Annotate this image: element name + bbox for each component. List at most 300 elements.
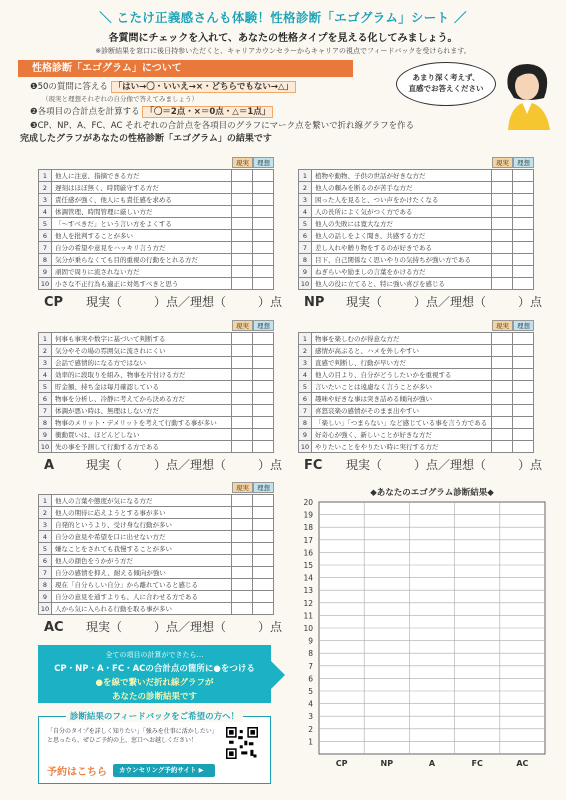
question-table bbox=[38, 332, 274, 453]
ideal-checkbox[interactable] bbox=[253, 170, 274, 182]
question-text: 現在「自分らしい自分」から離れていると感じる bbox=[52, 579, 232, 591]
question-text: 何事も事実や数字に基づいて判断する bbox=[52, 333, 232, 345]
real-checkbox[interactable] bbox=[492, 393, 513, 405]
real-checkbox[interactable] bbox=[232, 194, 253, 206]
question-number: 4 bbox=[299, 369, 312, 381]
chart-title: ◆あなたのエゴグラム診断結果◆ bbox=[370, 488, 494, 498]
y-tick-label: 16 bbox=[303, 548, 313, 558]
speech-bubble: あまり深く考えず、 直感でお答えください bbox=[396, 62, 496, 106]
y-tick-label: 9 bbox=[308, 636, 313, 646]
y-tick-label: 10 bbox=[303, 624, 313, 633]
page-subtitle: 各質問にチェックを入れて、あなたの性格タイプを見える化してみましょう。 bbox=[108, 33, 458, 44]
real-checkbox[interactable] bbox=[232, 567, 253, 579]
real-checkbox[interactable] bbox=[492, 194, 513, 206]
question-text: 自分の意見を通すよりも、人に合わせる方である bbox=[52, 591, 232, 603]
question-text: 直感で判断し、行動が早い方だ bbox=[312, 357, 492, 369]
question-row bbox=[299, 429, 534, 441]
question-text: 責任感が強く、他人にも責任感を求める bbox=[52, 194, 232, 206]
question-text: 趣味や好きな事は突き詰める傾向が強い bbox=[312, 393, 492, 405]
real-checkbox[interactable] bbox=[232, 405, 253, 417]
score-line: FC 現実（ ）点／理想（ ）点 bbox=[304, 458, 543, 473]
question-row bbox=[39, 381, 274, 393]
question-text: 好奇心が強く、新しいことが好きな方だ bbox=[312, 429, 492, 441]
question-row bbox=[39, 266, 274, 278]
ideal-checkbox[interactable] bbox=[253, 441, 274, 453]
ideal-checkbox[interactable] bbox=[513, 182, 534, 194]
category-code: NP bbox=[304, 295, 325, 310]
question-text: 「楽しい」「つまらない」など感じている事を言う方である bbox=[312, 417, 492, 429]
ideal-checkbox[interactable] bbox=[253, 345, 274, 357]
question-number: 3 bbox=[299, 194, 312, 206]
question-row bbox=[299, 393, 534, 405]
question-number: 9 bbox=[299, 429, 312, 441]
ideal-checkbox[interactable] bbox=[513, 218, 534, 230]
real-checkbox[interactable] bbox=[492, 254, 513, 266]
question-number: 9 bbox=[39, 591, 52, 603]
question-number: 1 bbox=[39, 495, 52, 507]
question-row bbox=[39, 230, 274, 242]
ideal-checkbox[interactable] bbox=[513, 194, 534, 206]
ideal-checkbox[interactable] bbox=[253, 429, 274, 441]
ideal-checkbox[interactable] bbox=[253, 357, 274, 369]
question-text: 他人の頼みを断るのが苦手な方だ bbox=[312, 182, 492, 194]
question-text: 物事のメリット・デメリットを考えて行動する事が多い bbox=[52, 417, 232, 429]
real-checkbox[interactable] bbox=[232, 345, 253, 357]
question-row bbox=[299, 417, 534, 429]
y-tick-label: 7 bbox=[308, 661, 313, 671]
question-text: 物事を分析し、冷静に考えてから決める方だ bbox=[52, 393, 232, 405]
ideal-checkbox[interactable] bbox=[513, 405, 534, 417]
real-checkbox[interactable] bbox=[232, 357, 253, 369]
question-number: 3 bbox=[299, 357, 312, 369]
question-number: 4 bbox=[39, 206, 52, 218]
question-number: 10 bbox=[39, 278, 52, 290]
question-row bbox=[299, 254, 534, 266]
question-row bbox=[39, 519, 274, 531]
score-line: A 現実（ ）点／理想（ ）点 bbox=[44, 458, 283, 473]
question-number: 7 bbox=[39, 405, 52, 417]
question-row bbox=[299, 333, 534, 345]
real-checkbox[interactable] bbox=[492, 441, 513, 453]
question-text: 気分やその場の雰囲気に流されにくい bbox=[52, 345, 232, 357]
question-row bbox=[299, 218, 534, 230]
question-row bbox=[39, 579, 274, 591]
question-number: 3 bbox=[39, 194, 52, 206]
ideal-checkbox[interactable] bbox=[253, 333, 274, 345]
real-column-label: 現実 bbox=[232, 320, 253, 331]
question-number: 8 bbox=[39, 579, 52, 591]
real-checkbox[interactable] bbox=[232, 230, 253, 242]
question-number: 8 bbox=[299, 417, 312, 429]
question-number: 7 bbox=[39, 567, 52, 579]
real-checkbox[interactable] bbox=[232, 495, 253, 507]
score-line: CP 現実（ ）点／理想（ ）点 bbox=[44, 295, 283, 310]
feedback-text: 「自分のタイプを詳しく知りたい」「強みを仕事に活かしたい」と思ったら、ぜひご予約の上、窓口へお越しください！ bbox=[47, 728, 218, 744]
question-text: 小さな不正行為も適正に対処すべきと思う bbox=[52, 278, 232, 290]
question-number: 3 bbox=[39, 519, 52, 531]
question-text: 他人の言葉や態度が気になる方だ bbox=[52, 495, 232, 507]
ideal-checkbox[interactable] bbox=[513, 345, 534, 357]
ideal-checkbox[interactable] bbox=[513, 206, 534, 218]
question-table bbox=[298, 169, 534, 290]
question-text: 気分が乗らなくても目的重視の行動をとれる方だ bbox=[52, 254, 232, 266]
question-row bbox=[299, 230, 534, 242]
y-tick-label: 17 bbox=[303, 535, 313, 545]
ideal-checkbox[interactable] bbox=[513, 242, 534, 254]
real-checkbox[interactable] bbox=[492, 381, 513, 393]
question-row bbox=[299, 170, 534, 182]
question-row bbox=[39, 429, 274, 441]
ideal-checkbox[interactable] bbox=[253, 206, 274, 218]
question-row bbox=[299, 405, 534, 417]
question-text: やりたいことをやりたい時に実行する方だ bbox=[312, 441, 492, 453]
x-tick-label: A bbox=[428, 759, 436, 768]
question-text: 自分の感情を抑え、耐える傾向が強い bbox=[52, 567, 232, 579]
real-checkbox[interactable] bbox=[492, 417, 513, 429]
ideal-checkbox[interactable] bbox=[253, 417, 274, 429]
y-tick-label: 15 bbox=[303, 561, 313, 570]
ideal-checkbox[interactable] bbox=[513, 230, 534, 242]
real-checkbox[interactable] bbox=[492, 170, 513, 182]
x-tick-label: AC bbox=[516, 759, 529, 768]
section-heading: 性格診断「エゴグラム」について bbox=[18, 60, 353, 77]
category-code: FC bbox=[304, 458, 323, 473]
question-number: 8 bbox=[39, 254, 52, 266]
y-tick-label: 13 bbox=[303, 586, 313, 596]
ideal-checkbox[interactable] bbox=[253, 507, 274, 519]
question-number: 5 bbox=[299, 218, 312, 230]
y-tick-label: 3 bbox=[308, 712, 313, 722]
question-text: 他人の失敗には寛大な方だ bbox=[312, 218, 492, 230]
y-tick-label: 2 bbox=[308, 724, 313, 734]
question-number: 2 bbox=[39, 345, 52, 357]
question-text: 頑固で周りに流されない方だ bbox=[52, 266, 232, 278]
ideal-column-label: 理想 bbox=[513, 157, 534, 168]
real-checkbox[interactable] bbox=[232, 579, 253, 591]
ideal-checkbox[interactable] bbox=[513, 369, 534, 381]
question-row bbox=[39, 345, 274, 357]
question-text: ねぎらいや励ましの言葉をかける方だ bbox=[312, 266, 492, 278]
real-checkbox[interactable] bbox=[492, 182, 513, 194]
question-number: 10 bbox=[299, 278, 312, 290]
ideal-column-label: 理想 bbox=[513, 320, 534, 331]
real-checkbox[interactable] bbox=[232, 182, 253, 194]
question-row bbox=[39, 369, 274, 381]
question-row bbox=[299, 182, 534, 194]
y-tick-label: 20 bbox=[303, 498, 313, 507]
column-tags bbox=[492, 320, 534, 331]
question-row bbox=[299, 206, 534, 218]
real-checkbox[interactable] bbox=[232, 543, 253, 555]
question-number: 6 bbox=[39, 555, 52, 567]
question-text: 喜怒哀楽の感情がそのまま出やすい bbox=[312, 405, 492, 417]
question-text: 他人の話しをよく聞き、共感する方だ bbox=[312, 230, 492, 242]
arrow-icon bbox=[271, 661, 285, 689]
question-row bbox=[299, 266, 534, 278]
ideal-checkbox[interactable] bbox=[513, 441, 534, 453]
question-row bbox=[39, 357, 274, 369]
page-note: ※診断結果を窓口に後日持参いただくと、キャリアカウンセラーからキャリアの視点でフィードバックを受けられます。 bbox=[95, 47, 471, 55]
real-checkbox[interactable] bbox=[232, 519, 253, 531]
y-tick-label: 19 bbox=[303, 510, 313, 520]
question-number: 5 bbox=[39, 543, 52, 555]
ideal-checkbox[interactable] bbox=[253, 218, 274, 230]
question-number: 6 bbox=[39, 393, 52, 405]
ideal-checkbox[interactable] bbox=[253, 182, 274, 194]
question-number: 2 bbox=[39, 182, 52, 194]
real-checkbox[interactable] bbox=[232, 170, 253, 182]
question-row bbox=[39, 333, 274, 345]
ideal-checkbox[interactable] bbox=[513, 170, 534, 182]
ideal-checkbox[interactable] bbox=[253, 543, 274, 555]
question-text: 困った人を見ると、つい声をかけたくなる bbox=[312, 194, 492, 206]
counseling-site-button[interactable]: カウンセリング予約サイト ▶ bbox=[113, 764, 215, 777]
real-checkbox[interactable] bbox=[492, 206, 513, 218]
egogram-chart bbox=[293, 486, 553, 786]
real-checkbox[interactable] bbox=[232, 206, 253, 218]
question-number: 5 bbox=[39, 381, 52, 393]
question-number: 1 bbox=[39, 333, 52, 345]
question-number: 2 bbox=[299, 345, 312, 357]
y-tick-label: 4 bbox=[308, 699, 313, 709]
question-row bbox=[39, 543, 274, 555]
y-tick-label: 14 bbox=[303, 573, 313, 583]
page-title: ＼ こたけ正義感さんも体験！性格診断「エゴグラム」シート ／ bbox=[99, 10, 467, 25]
question-row bbox=[299, 357, 534, 369]
real-checkbox[interactable] bbox=[232, 266, 253, 278]
column-tags bbox=[232, 482, 274, 493]
real-checkbox[interactable] bbox=[492, 429, 513, 441]
reservation-link[interactable]: 予約はこちら bbox=[47, 767, 107, 778]
ideal-checkbox[interactable] bbox=[253, 194, 274, 206]
question-row bbox=[39, 603, 274, 615]
ideal-checkbox[interactable] bbox=[253, 393, 274, 405]
question-row bbox=[299, 441, 534, 453]
question-number: 10 bbox=[39, 441, 52, 453]
real-checkbox[interactable] bbox=[232, 591, 253, 603]
feedback-box bbox=[38, 712, 271, 784]
question-text: 効率的に段取りを組み、物事を片付ける方だ bbox=[52, 369, 232, 381]
real-checkbox[interactable] bbox=[492, 218, 513, 230]
result-heading: 完成したグラフがあなたの性格診断「エゴグラム」の結果です bbox=[20, 134, 272, 144]
y-tick-label: 12 bbox=[303, 598, 313, 608]
ideal-checkbox[interactable] bbox=[253, 230, 274, 242]
real-checkbox[interactable] bbox=[492, 369, 513, 381]
person-illustration bbox=[494, 58, 562, 130]
question-text: 他人の顔色をうかがう方だ bbox=[52, 555, 232, 567]
category-code: AC bbox=[44, 620, 64, 635]
real-checkbox[interactable] bbox=[232, 603, 253, 615]
question-row bbox=[39, 194, 274, 206]
question-row bbox=[299, 369, 534, 381]
page-header bbox=[0, 8, 566, 56]
question-row bbox=[39, 170, 274, 182]
question-row bbox=[299, 242, 534, 254]
question-number: 6 bbox=[299, 393, 312, 405]
question-text: 他人の役に立てると、特に強い喜びを感じる bbox=[312, 278, 492, 290]
question-number: 5 bbox=[299, 381, 312, 393]
question-text: 先の事を予測して行動する方である bbox=[52, 441, 232, 453]
real-checkbox[interactable] bbox=[492, 242, 513, 254]
ideal-checkbox[interactable] bbox=[253, 591, 274, 603]
question-number: 4 bbox=[39, 369, 52, 381]
ideal-checkbox[interactable] bbox=[513, 278, 534, 290]
question-number: 10 bbox=[39, 603, 52, 615]
ideal-checkbox[interactable] bbox=[513, 266, 534, 278]
question-row bbox=[39, 206, 274, 218]
real-checkbox[interactable] bbox=[492, 266, 513, 278]
ideal-checkbox[interactable] bbox=[253, 555, 274, 567]
question-row bbox=[39, 417, 274, 429]
ideal-checkbox[interactable] bbox=[253, 579, 274, 591]
y-tick-label: 5 bbox=[308, 687, 313, 696]
question-number: 9 bbox=[299, 266, 312, 278]
question-text: 貯金額、持ち金は毎月確認している bbox=[52, 381, 232, 393]
question-row bbox=[39, 182, 274, 194]
ideal-checkbox[interactable] bbox=[253, 278, 274, 290]
real-checkbox[interactable] bbox=[232, 369, 253, 381]
question-number: 9 bbox=[39, 266, 52, 278]
question-number: 7 bbox=[299, 405, 312, 417]
real-checkbox[interactable] bbox=[232, 333, 253, 345]
real-checkbox[interactable] bbox=[232, 218, 253, 230]
ideal-checkbox[interactable] bbox=[253, 242, 274, 254]
real-checkbox[interactable] bbox=[232, 278, 253, 290]
ideal-checkbox[interactable] bbox=[253, 519, 274, 531]
ideal-checkbox[interactable] bbox=[253, 266, 274, 278]
real-checkbox[interactable] bbox=[232, 417, 253, 429]
question-number: 8 bbox=[39, 417, 52, 429]
question-row bbox=[39, 393, 274, 405]
question-number: 8 bbox=[299, 254, 312, 266]
real-column-label: 現実 bbox=[232, 482, 253, 493]
question-row bbox=[39, 405, 274, 417]
question-table bbox=[298, 332, 534, 453]
question-text: 人から気に入られる行動を取る事が多い bbox=[52, 603, 232, 615]
y-tick-label: 11 bbox=[303, 611, 313, 621]
question-number: 3 bbox=[39, 357, 52, 369]
real-checkbox[interactable] bbox=[492, 230, 513, 242]
real-column-label: 現実 bbox=[492, 320, 513, 331]
question-number: 2 bbox=[299, 182, 312, 194]
ideal-checkbox[interactable] bbox=[253, 405, 274, 417]
x-tick-label: NP bbox=[380, 759, 394, 768]
question-row bbox=[39, 507, 274, 519]
ideal-checkbox[interactable] bbox=[513, 357, 534, 369]
ideal-checkbox[interactable] bbox=[253, 369, 274, 381]
y-tick-label: 1 bbox=[308, 737, 313, 747]
question-number: 6 bbox=[299, 230, 312, 242]
question-text: 言いたいことは遠慮なく言うことが多い bbox=[312, 381, 492, 393]
ideal-checkbox[interactable] bbox=[513, 254, 534, 266]
ideal-checkbox[interactable] bbox=[253, 567, 274, 579]
ideal-checkbox[interactable] bbox=[513, 381, 534, 393]
question-text: 体調が悪い時は、無理はしない方だ bbox=[52, 405, 232, 417]
question-text: 他人を批判することが多い bbox=[52, 230, 232, 242]
category-code: CP bbox=[44, 295, 64, 310]
ideal-checkbox[interactable] bbox=[513, 429, 534, 441]
ideal-checkbox[interactable] bbox=[513, 417, 534, 429]
ideal-checkbox[interactable] bbox=[253, 254, 274, 266]
real-checkbox[interactable] bbox=[232, 555, 253, 567]
question-text: 他人の目より、自分がどうしたいかを重視する bbox=[312, 369, 492, 381]
real-checkbox[interactable] bbox=[492, 357, 513, 369]
question-text: 嫌なことをされても我慢することが多い bbox=[52, 543, 232, 555]
question-text: 差し入れや贈り物をするのが好きである bbox=[312, 242, 492, 254]
ideal-checkbox[interactable] bbox=[253, 381, 274, 393]
y-tick-label: 18 bbox=[303, 523, 313, 533]
real-checkbox[interactable] bbox=[232, 531, 253, 543]
question-text: 自分の希望や意見をハッキリ言う方だ bbox=[52, 242, 232, 254]
real-checkbox[interactable] bbox=[232, 242, 253, 254]
score-line: NP 現実（ ）点／理想（ ）点 bbox=[304, 295, 543, 310]
ideal-checkbox[interactable] bbox=[513, 333, 534, 345]
real-checkbox[interactable] bbox=[492, 333, 513, 345]
question-table bbox=[38, 494, 274, 615]
question-number: 4 bbox=[39, 531, 52, 543]
question-text: 植物や動物、子供の世話が好きな方だ bbox=[312, 170, 492, 182]
question-text: 他人の期待に応えようとする事が多い bbox=[52, 507, 232, 519]
question-row bbox=[39, 591, 274, 603]
real-checkbox[interactable] bbox=[232, 254, 253, 266]
ideal-checkbox[interactable] bbox=[253, 531, 274, 543]
qr-code-icon[interactable] bbox=[226, 727, 258, 759]
ideal-checkbox[interactable] bbox=[513, 393, 534, 405]
question-text: 衝動買いは、ほどんどしない bbox=[52, 429, 232, 441]
question-row bbox=[299, 381, 534, 393]
question-row bbox=[39, 254, 274, 266]
question-text: 人の長所によく気がつく方である bbox=[312, 206, 492, 218]
real-checkbox[interactable] bbox=[232, 381, 253, 393]
question-text: 自発的というより、受け身な行動が多い bbox=[52, 519, 232, 531]
ideal-checkbox[interactable] bbox=[253, 495, 274, 507]
y-tick-label: 8 bbox=[308, 649, 313, 659]
score-line: AC 現実（ ）点／理想（ ）点 bbox=[44, 620, 283, 635]
question-row bbox=[39, 555, 274, 567]
question-number: 1 bbox=[39, 170, 52, 182]
y-tick-label: 6 bbox=[308, 674, 313, 684]
real-checkbox[interactable] bbox=[492, 345, 513, 357]
real-checkbox[interactable] bbox=[232, 441, 253, 453]
column-tags bbox=[232, 157, 274, 168]
x-tick-label: CP bbox=[335, 759, 348, 768]
question-table bbox=[38, 169, 274, 290]
question-text: 遅刻はほぼ無く、時間厳守する方だ bbox=[52, 182, 232, 194]
real-checkbox[interactable] bbox=[232, 429, 253, 441]
question-row bbox=[299, 194, 534, 206]
ideal-column-label: 理想 bbox=[253, 482, 274, 493]
real-checkbox[interactable] bbox=[232, 507, 253, 519]
question-number: 2 bbox=[39, 507, 52, 519]
question-number: 7 bbox=[39, 242, 52, 254]
real-checkbox[interactable] bbox=[232, 393, 253, 405]
question-row bbox=[39, 567, 274, 579]
question-row bbox=[299, 278, 534, 290]
question-number: 9 bbox=[39, 429, 52, 441]
column-tags bbox=[492, 157, 534, 168]
real-column-label: 現実 bbox=[492, 157, 513, 168]
question-text: 目下、自己関係なく思いやりの気持ちが強い方である bbox=[312, 254, 492, 266]
question-text: 「～すべきだ」という言い方をよくする bbox=[52, 218, 232, 230]
question-number: 6 bbox=[39, 230, 52, 242]
ideal-checkbox[interactable] bbox=[253, 603, 274, 615]
question-text: 感情が高ぶると、ハメを外しやすい bbox=[312, 345, 492, 357]
real-checkbox[interactable] bbox=[492, 278, 513, 290]
real-checkbox[interactable] bbox=[492, 405, 513, 417]
question-row bbox=[39, 495, 274, 507]
question-row bbox=[39, 218, 274, 230]
column-tags bbox=[232, 320, 274, 331]
